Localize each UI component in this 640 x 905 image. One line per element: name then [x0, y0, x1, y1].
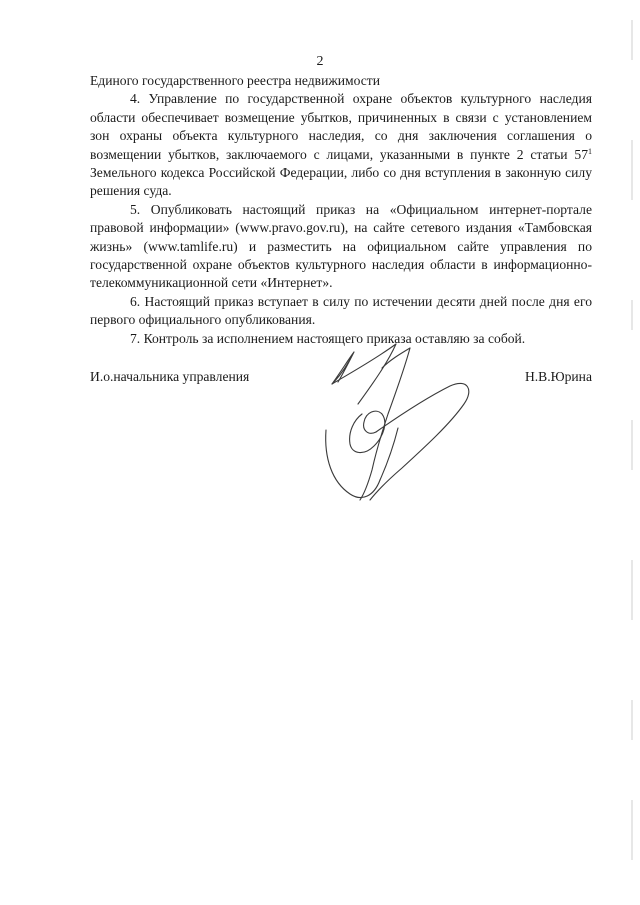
paragraph-continuation: Единого государственного реестра недвижимости: [90, 73, 381, 88]
article-superscript: 1: [588, 146, 592, 156]
handwritten-signature: [318, 330, 478, 510]
page-number: 2: [316, 54, 324, 69]
scan-edge-artifact: [630, 0, 634, 905]
paragraph-6: 6. Настоящий приказ вступает в силу по истечении десяти дней после дня его первого официального опубликования.: [90, 293, 592, 328]
signatory-name: Н.В.Юрина: [524, 369, 592, 384]
paragraph-4-text: 4. Управление по государственной охране объектов культурного наследия области обеспечивает возмещение убытков, причиненных в связи с установлением зон охраны объекта культурного наследия, со дня заключения соглашения о возмещении убытков, заключаемого с лицами, указанными в пункте 2 статьи 57: [90, 91, 592, 162]
paragraph-4-text-end: Земельного кодекса Российской Федерации, либо со дня вступления в законную силу решения суда.: [90, 165, 592, 199]
document-body: [90, 72, 592, 348]
paragraph-5: 5. Опубликовать настоящий приказ на «Официальном интернет-портале правовой информации» (www.pravo.gov.ru), на сайте сетевого издания «Тамбовская жизнь» (www.tamlife.ru) и разместить на официальном сайте управления по государственной охране объектов культурного наследия области в информационно-телекоммуникационной сети «Интернет».: [90, 201, 592, 291]
paragraph-4: [90, 90, 592, 200]
paragraph-7: 7. Контроль за исполнением настоящего приказа оставляю за собой.: [130, 330, 526, 346]
signatory-title: И.о.начальника управления: [90, 369, 250, 384]
